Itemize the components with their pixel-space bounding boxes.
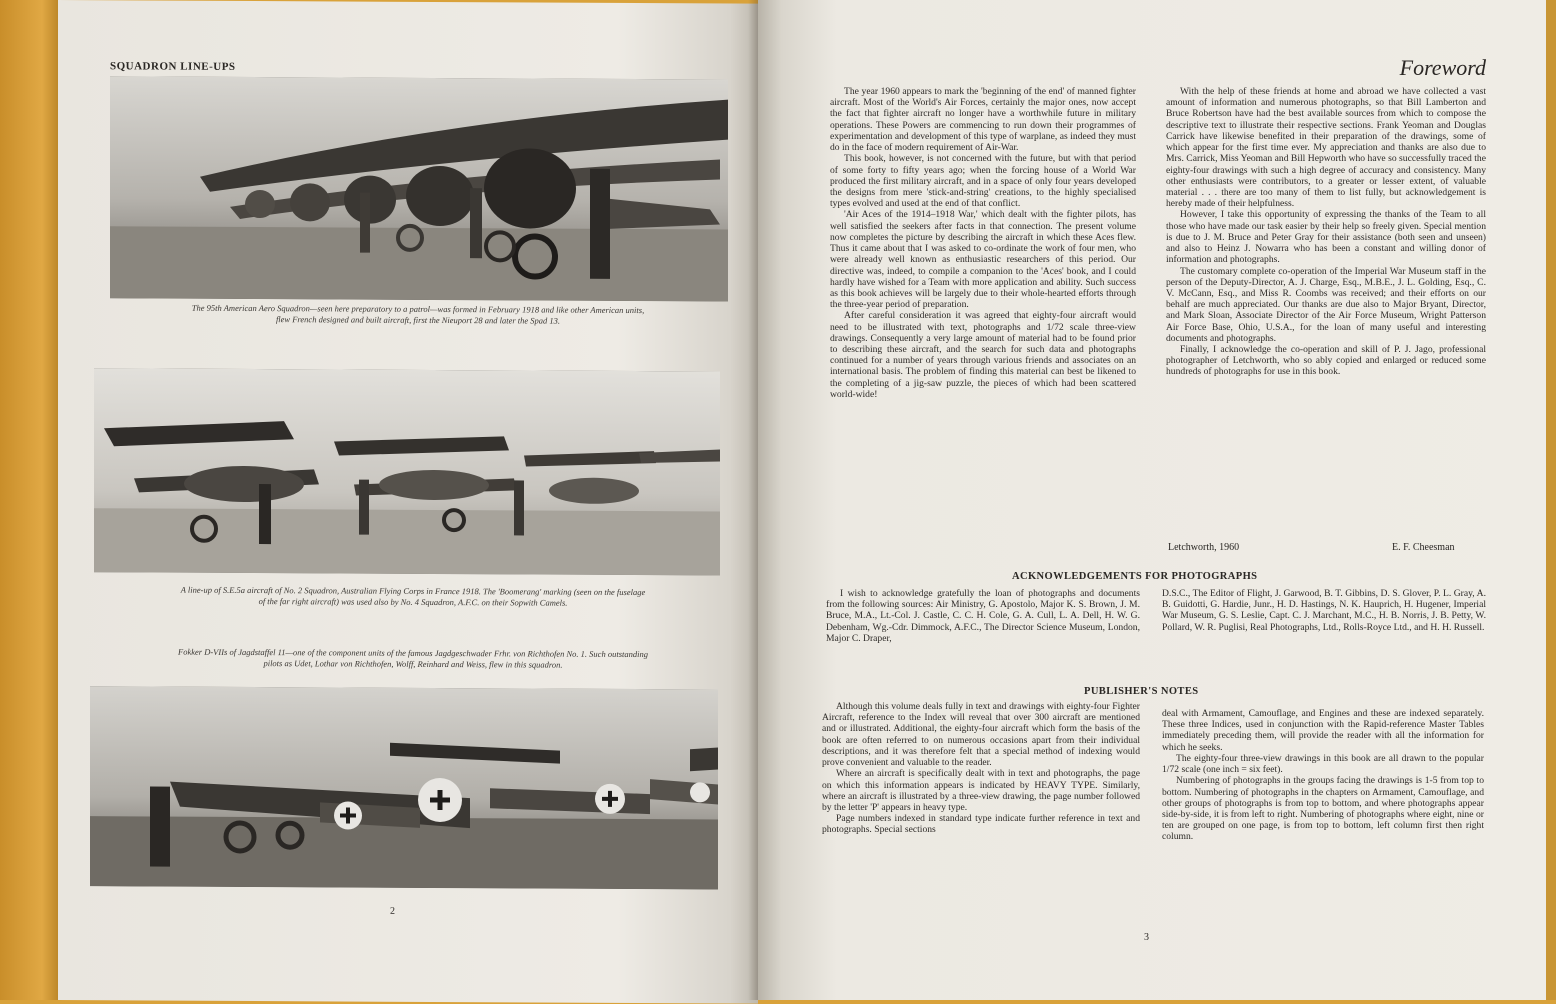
paragraph: 'Air Aces of the 1914–1918 War,' which dealt with the fighter pilots, has well satisfied the seekers after facts in that connection. The present volume now completes the picture by describing the aircraft in which these Aces flew. Thus it came about that I was asked to co-ordinate the work of four men, who were already well known as enthusiastic researchers of this period. Our directive was, indeed, to compile a companion to the 'Aces' book, and I could hardly have wished for a Team with more application and ability. Such success as this book achieves will be largely due to their whole-hearted efforts through the three-year period of preparation. (830, 209, 1136, 311)
publishers-notes-column-1 (822, 701, 1140, 836)
paragraph: Page numbers indexed in standard type indicate further reference in text and photographs. Special sections (822, 813, 1140, 836)
left-page (58, 0, 758, 1004)
photo-fokker-jasta11 (90, 686, 718, 889)
photo-caption-2: A line-up of S.E.5a aircraft of No. 2 Squadron, Australian Flying Corps in France 1918. The 'Boomerang' marking (seen on the fuselage of the far right aircraft) was used also by No. 4 Squadron, A.F.C. on their Sopwith Camels. (180, 584, 646, 608)
photo-se5a-lineup (94, 368, 720, 575)
right-page (758, 0, 1546, 1000)
biplane-lineup-photo-icon (90, 686, 718, 889)
signature-name: E. F. Cheesman (1392, 542, 1455, 553)
acknowledgements-column-2 (1162, 588, 1486, 633)
paragraph: The year 1960 appears to mark the 'beginning of the end' of manned fighter aircraft. Most of the World's Air Forces, certainly the major ones, now accept the fact that fighter aircraft no longer have a worthwhile future in military operations. These Powers are commencing to run down their programmes of experimentation and development of this type of warplane, as indeed they must do in the face of modern requirement of Air-War. (830, 86, 1136, 154)
biplane-lineup-photo-icon (110, 76, 728, 301)
page-title: Foreword (1399, 55, 1486, 80)
paragraph: With the help of these friends at home and abroad we have collected a vast amount of information and numerous photographs, so that Bill Lamberton and Bruce Robertson have had the best available sources from which to compose the descriptive text to illustrate their respective sections. Frank Yeoman and Douglas Carrick have likewise benefited in their preparation of the drawings, some of which appear for the first time ever. My appreciation and thanks are also due to Mrs. Carrick, Miss Yeoman and Bill Hepworth who have so successfully traced the eighty-four drawings with such a high degree of accuracy and consistency. Many other enthusiasts were contributors, to a greater or lesser extent, of valuable material . . . there are too many of them to list fully, but acknowledgement is hereby made of their helpfulness. (1166, 86, 1486, 210)
paragraph: After careful consideration it was agreed that eighty-four aircraft would need to be illustrated with text, photographs and 1/72 scale three-view drawings. Consequently a very large amount of material had to be found prior to describing these aircraft, and the search for such data and photographs continued for a number of years through various friends and associates on an international basis. The problem of finding this material can best be likened to the completing of a jig-saw puzzle, the pieces of which had been scattered world-wide! (830, 310, 1136, 400)
paragraph: deal with Armament, Camouflage, and Engines and these are indexed separately. These three Indices, used in conjunction with the Rapid-reference Master Tables immediately preceding them, will provide the reader with all the information for which he seeks. (1162, 708, 1484, 753)
acknowledgements-column-1 (826, 588, 1140, 644)
foreword-column-2 (1166, 86, 1486, 378)
photo-caption-3: Fokker D-VIIs of Jagdstaffel 11—one of the component units of the famous Jagdgeschwader Frhr. von Richthofen No. 1. Such outstanding pilots as Udet, Lothar von Richthofen, Wolff, Reinhard and Weiss, flew in this squadron. (178, 646, 648, 670)
paragraph: I wish to acknowledge gratefully the loan of photographs and documents from the following sources: Air Ministry, G. Apostolo, Major K. S. Brown, J. M. Bruce, M.A., Lt.-Col. J. Castle, C. C. H. Cole, G. A. Cull, L. A. Dell, H. W. G. Debenham, Wg.-Cdr. Dimmock, A.F.C., The Director Science Museum, London, Major C. Draper, (826, 588, 1140, 644)
photo-caption-1: The 95th American Aero Squadron—seen here preparatory to a patrol—was formed in February 1918 and like other American units, flew French designed and built aircraft, first the Nieuport 28 and later the Spad 13. (191, 302, 645, 326)
paragraph: Although this volume deals fully in text and drawings with eighty-four Fighter Aircraft, reference to the Index will reveal that over 300 aircraft are mentioned and or illustrated. Additional, the eighty-four aircraft which form the basis of the book are often referred to on numerous occasions apart from their individual descriptions, and it was therefore felt that a special method of indexing would prove convenient and valuable to the reader. (822, 701, 1140, 769)
signature-place: Letchworth, 1960 (1168, 542, 1240, 553)
biplane-lineup-photo-icon (94, 368, 720, 575)
photo-95th-aero-squadron (110, 76, 728, 301)
paragraph: Numbering of photographs in the groups facing the drawings is 1-5 from top to bottom. Numbering of photographs in the chapters on Armament, Camouflage, and other groups of photographs is from top to bottom, and where photographs appear side-by-side, it is from left to right. Numbering of photographs where eight, nine or ten are grouped on one page, is from top to bottom, left column first then right column. (1162, 775, 1484, 843)
page-number-right: 3 (1144, 932, 1149, 943)
paragraph: This book, however, is not concerned with the future, but with that period of some forty to fifty years ago; when the forcing house of a World War produced the first military aircraft, and in a space of only four years developed the designs from mere 'stick-and-string' creations, to the highly specialised types evolved and used at the end of that conflict. (830, 153, 1136, 210)
book-cover-edge (0, 0, 60, 1000)
publishers-notes-column-2 (1162, 708, 1484, 843)
running-head: SQUADRON LINE-UPS (110, 60, 236, 73)
paragraph: The customary complete co-operation of the Imperial War Museum staff in the person of the Deputy-Director, A. J. Charge, Esq., M.B.E., J. L. Golding, Esq., C. V. McCann, Esq., and Miss R. Coombs was received; and their efforts on our behalf are much appreciated. Our thanks are due also to Major Bryant, Director, and Mark Sloan, Associate Director of the Air Force Museum, Wright Patterson Air Force Base, Ohio, U.S.A., for the loan of many useful and interesting documents and photographs. (1166, 265, 1486, 344)
paragraph: Finally, I acknowledge the co-operation and skill of P. J. Jago, professional photographer of Letchworth, who so ably copied and enlarged or reduced some hundreds of photographs for use in this book. (1166, 344, 1486, 378)
acknowledgements-heading: ACKNOWLEDGEMENTS FOR PHOTOGRAPHS (1012, 571, 1258, 582)
paragraph: The eighty-four three-view drawings in this book are all drawn to the popular 1/72 scale (one inch = six feet). (1162, 752, 1484, 776)
page-number-left: 2 (390, 905, 395, 917)
paragraph: D.S.C., The Editor of Flight, J. Garwood, B. T. Gibbins, D. S. Glover, P. L. Gray, A. B. Guidotti, G. Hardie, Junr., H. D. Hastings, N. K. Hauprich, H. Hugener, Imperial War Museum, G. S. Leslie, Capt. C. J. Marchant, M.C., H. B. Norris, J. B. Petty, W. Pollard, W. R. Puglisi, Real Photographs, Ltd., Rolls-Royce Ltd., and H. H. Russell. (1162, 588, 1486, 633)
foreword-column-1 (830, 86, 1136, 400)
paragraph: However, I take this opportunity of expressing the thanks of the Team to all those who have made our task easier by their help so freely given. Special mention is due to J. M. Bruce and Peter Gray for their assistance (both seen and unseen) and also to Heinz J. Nowarra who has been a constant and willing donor of information and photographs. (1166, 209, 1486, 266)
publishers-notes-heading: PUBLISHER'S NOTES (1084, 686, 1199, 697)
paragraph: Where an aircraft is specifically dealt with in text and photographs, the page on which this information appears is indicated by HEAVY TYPE. Similarly, where an aircraft is illustrated by a three-view drawing, the page number followed by the letter 'P' appears in heavy type. (822, 768, 1140, 813)
